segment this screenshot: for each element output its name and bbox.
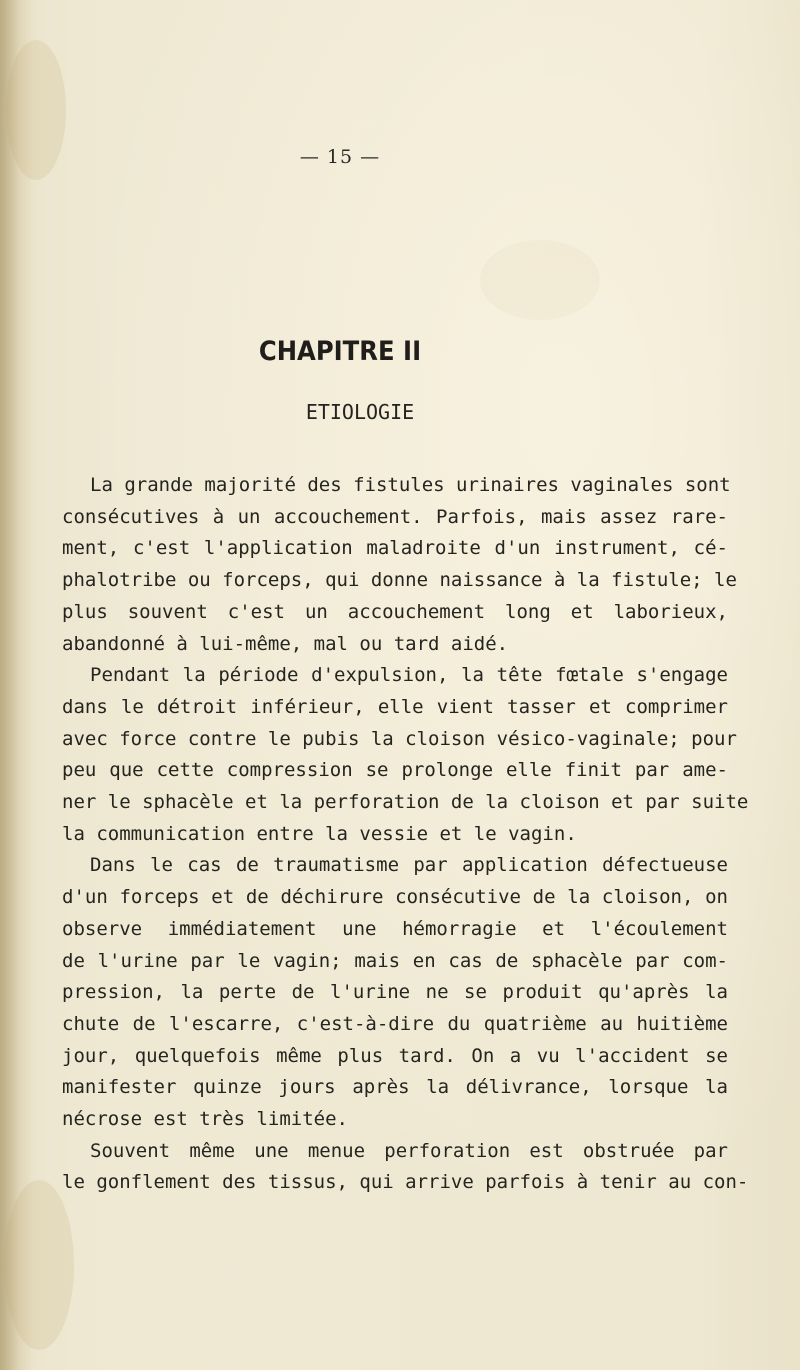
text-line: phalotribe ou forceps, qui donne naissance à la fistule; le <box>62 569 737 592</box>
text-line: manifester quinze jours après la délivrance, lorsque la <box>62 1076 728 1099</box>
paper-stain <box>4 1180 74 1350</box>
text-line: nécrose est très limitée. <box>62 1108 348 1131</box>
text-line: consécutives à un accouchement. Parfois, mais assez rare- <box>62 505 728 528</box>
text-line: observe immédiatement une hémorragie et l'écoulement <box>62 917 728 940</box>
text-line: peu que cette compression se prolonge elle finit par ame- <box>62 759 728 782</box>
text-line: d'un forceps et de déchirure consécutive de la cloison, on <box>62 886 728 909</box>
body-text <box>62 470 749 1199</box>
paper-stain <box>480 240 600 320</box>
section-title: ETIOLOGIE <box>305 400 415 424</box>
text-line: La grande majorité des fistules urinaires vaginales sont <box>90 474 731 496</box>
text-line: ner le sphacèle et la perforation de la cloison et par suite <box>62 791 749 814</box>
text-line: ment, c'est l'application maladroite d'un instrument, cé- <box>62 537 728 560</box>
text-line: Pendant la période d'expulsion, la tête fœtale s'engage <box>90 664 728 687</box>
text-line: Souvent même une menue perforation est obstruée par <box>90 1139 728 1162</box>
chapter-title: CHAPITRE II <box>258 336 422 367</box>
text-line: dans le détroit inférieur, elle vient tasser et comprimer <box>62 695 728 718</box>
text-line: avec force contre le pubis la cloison vésico-vaginale; pour <box>62 727 737 750</box>
text-line: pression, la perte de l'urine ne se produit qu'après la <box>62 981 728 1004</box>
page-edge-shadow <box>0 0 32 1370</box>
text-line: le gonflement des tissus, qui arrive parfois à tenir au con- <box>62 1171 749 1194</box>
text-line: plus souvent c'est un accouchement long et laborieux, <box>62 600 728 623</box>
text-line: la communication entre la vessie et le vagin. <box>62 822 577 845</box>
text-line: de l'urine par le vagin; mais en cas de sphacèle par com- <box>62 949 728 972</box>
page-number: — 15 — <box>299 146 381 168</box>
text-line: jour, quelquefois même plus tard. On a vu l'accident se <box>62 1044 728 1067</box>
text-line: chute de l'escarre, c'est-à-dire du quatrième au huitième <box>62 1012 728 1035</box>
text-line: abandonné à lui-même, mal ou tard aidé. <box>62 632 509 655</box>
text-line: Dans le cas de traumatisme par application défectueuse <box>90 854 728 877</box>
